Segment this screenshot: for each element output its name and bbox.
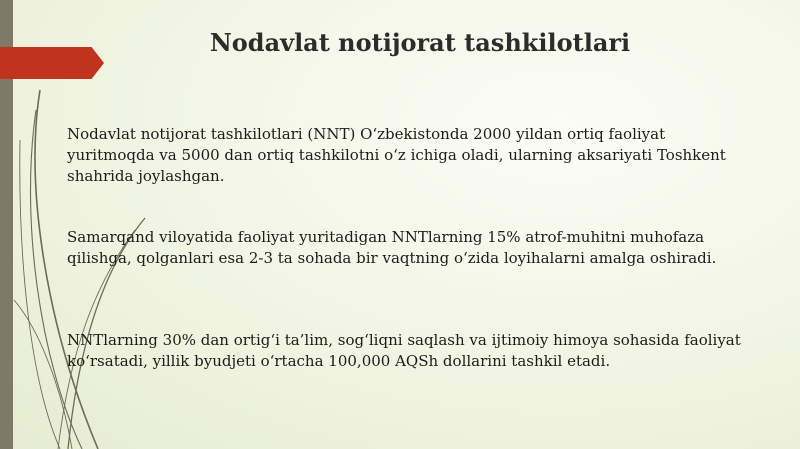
accent-arrow-shape	[0, 47, 104, 79]
paragraph-3: NNTlarning 30% dan ortig‘i ta’lim, sog‘liqni saqlash va ijtimoiy himoya sohasida faoliyat ko‘rsatadi, yillik byudjeti o‘rtacha 100,000 AQSh dollarini tashkil etadi.	[67, 331, 741, 370]
paragraph-1: Nodavlat notijorat tashkilotlari (NNT) O‘zbekistonda 2000 yildan ortiq faoliyat yuritmoqda va 5000 dan ortiq tashkilotni o‘z ichiga oladi, ularning aksariyati Toshkent shahrida joylashgan.	[67, 125, 726, 185]
slide-title: Nodavlat notijorat tashkilotlari	[209, 28, 631, 57]
paragraph-2: Samarqand viloyatida faoliyat yuritadigan NNTlarning 15% atrof-muhitni muhofaza qilishga, qolganlari esa 2-3 ta sohada bir vaqtning o‘zida loyihalarni amalga oshiradi.	[67, 228, 717, 267]
